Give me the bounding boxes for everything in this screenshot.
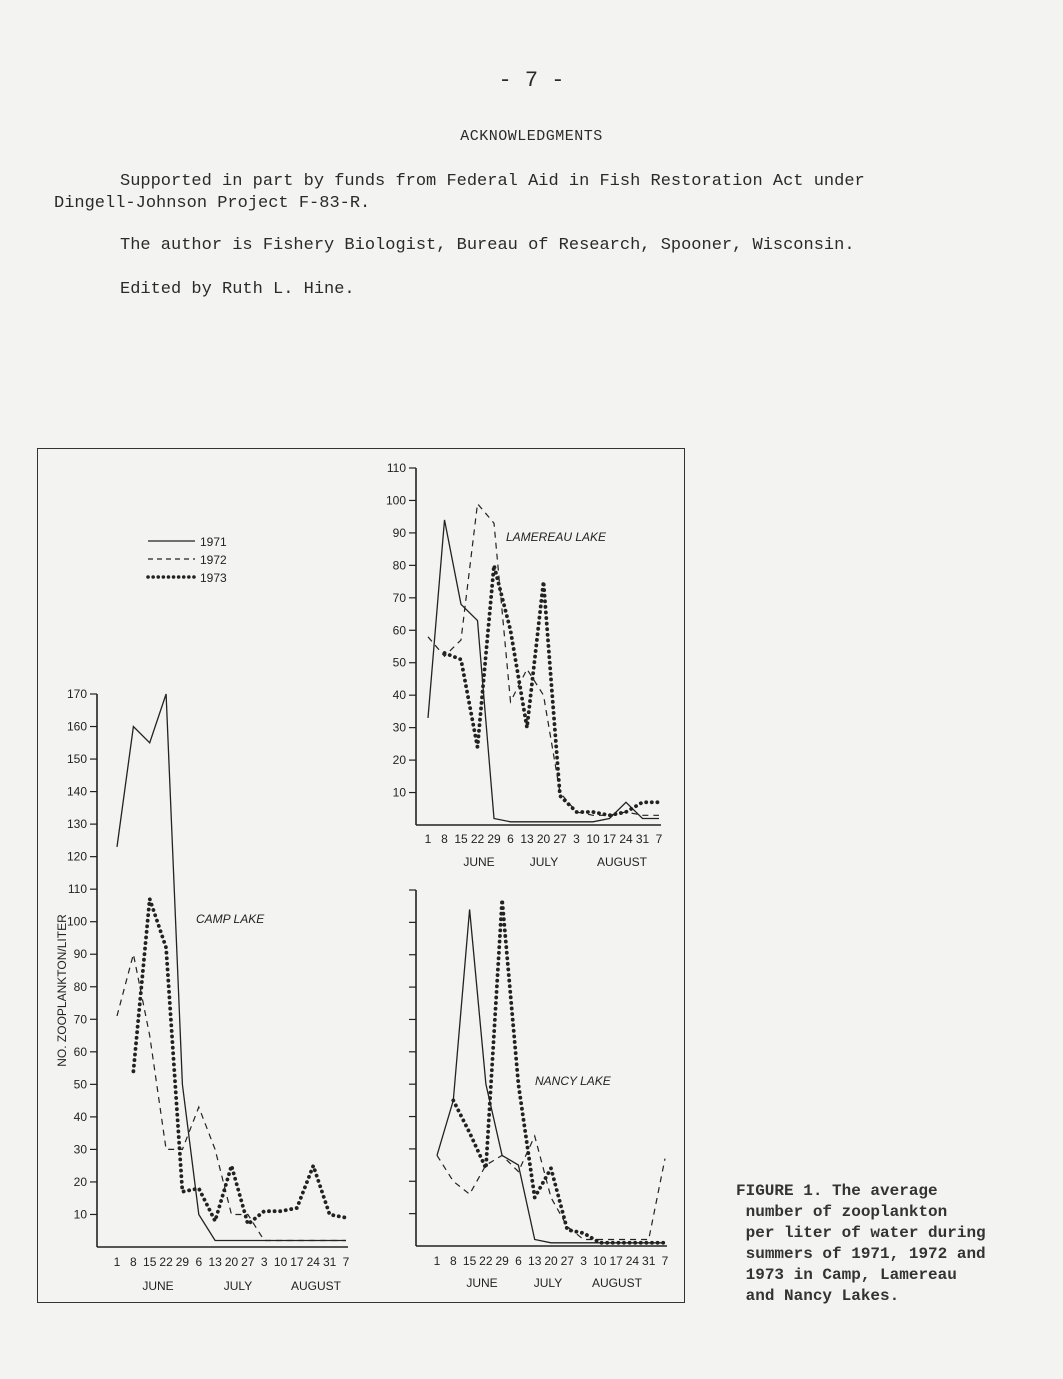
nancy-x-tick-label: 13 (528, 1254, 542, 1268)
lamereau-x-tick-label: 29 (487, 832, 501, 846)
camp-y-tick-label: 50 (73, 1077, 87, 1092)
lamereau-y-tick-label: 80 (392, 558, 406, 573)
lamereau-series-1972 (428, 504, 659, 816)
lamereau-x-tick-label: 3 (573, 832, 580, 846)
camp-month-label: JUNE (142, 1279, 174, 1293)
nancy-month-label: JUNE (466, 1276, 498, 1290)
camp-y-tick-label: 160 (66, 719, 87, 734)
camp-y-tick-label: 140 (66, 784, 87, 799)
lamereau-x-tick-label: 20 (536, 832, 551, 846)
figure-caption (736, 1181, 986, 1307)
camp-x-tick-label: 15 (143, 1255, 157, 1269)
nancy-x-tick-label: 20 (544, 1254, 558, 1268)
lamereau-y-tick-label: 10 (392, 785, 406, 800)
lamereau-y-tick-label: 40 (392, 688, 406, 703)
lamereau-x-tick-label: 1 (424, 832, 432, 846)
caption-line-1: FIGURE 1. The average (736, 1182, 938, 1200)
funding-line-1: Supported in part by funds from Federal Aid in Fish Restoration Act under (120, 172, 865, 191)
caption-line-2: number of zooplankton (745, 1203, 948, 1221)
nancy-x-tick-label: 7 (661, 1254, 669, 1268)
camp-lake-panel (55, 687, 350, 1293)
nancy-lake-panel (409, 890, 669, 1290)
lamereau-y-tick-label: 100 (385, 493, 406, 508)
caption-line-6: and Nancy Lakes. (745, 1287, 900, 1305)
nancy-x-tick-label: 10 (593, 1254, 607, 1268)
lamereau-y-tick-label: 30 (392, 720, 406, 735)
author-line: The author is Fishery Biologist, Bureau of Research, Spooner, Wisconsin. (120, 236, 855, 255)
camp-y-tick-label: 30 (73, 1142, 87, 1157)
camp-y-tick-label: 40 (73, 1109, 87, 1124)
lamereau-series-1973 (445, 565, 660, 815)
camp-x-tick-label: 3 (260, 1255, 268, 1269)
camp-x-tick-label: 17 (290, 1255, 304, 1269)
lamereau-x-tick-label: 17 (602, 832, 617, 846)
nancy-series-1972 (437, 1136, 665, 1240)
nancy-x-tick-label: 6 (515, 1254, 522, 1268)
camp-y-tick-label: 100 (66, 914, 87, 929)
camp-month-label: AUGUST (290, 1279, 342, 1293)
camp-x-tick-label: 7 (342, 1255, 350, 1269)
nancy-x-tick-label: 29 (495, 1254, 509, 1268)
lamereau-month-label: AUGUST (596, 855, 648, 869)
lamereau-y-tick-label: 60 (392, 623, 406, 638)
caption-line-3: per liter of water during (745, 1224, 986, 1242)
lamereau-y-tick-label: 90 (392, 525, 406, 540)
camp-x-tick-label: 13 (208, 1255, 222, 1269)
page-number: - 7 - (498, 68, 565, 93)
funding-line-2: Dingell-Johnson Project F-83-R. (54, 194, 371, 213)
lamereau-x-tick-label: 10 (586, 832, 600, 846)
legend-1971-label: 1971 (200, 535, 227, 549)
lamereau-month-label: JUNE (463, 855, 495, 869)
nancy-x-tick-label: 27 (560, 1254, 574, 1268)
camp-x-tick-label: 24 (306, 1255, 320, 1269)
nancy-x-tick-label: 22 (479, 1254, 493, 1268)
nancy-x-tick-label: 24 (625, 1254, 640, 1268)
camp-y-tick-label: 110 (67, 882, 87, 897)
legend (148, 535, 227, 585)
camp-y-tick-label: 80 (73, 979, 87, 994)
camp-y-tick-label: 130 (66, 817, 87, 832)
camp-y-tick-label: 10 (73, 1207, 87, 1222)
lamereau-x-tick-label: 27 (553, 832, 567, 846)
camp-y-tick-label: 60 (73, 1044, 87, 1059)
nancy-x-tick-label: 8 (449, 1254, 457, 1268)
lamereau-x-tick-label: 8 (441, 832, 448, 846)
camp-y-tick-label: 90 (73, 947, 87, 962)
lamereau-y-tick-label: 50 (392, 655, 406, 670)
lamereau-x-tick-label: 31 (635, 832, 650, 846)
nancy-month-label: AUGUST (591, 1276, 643, 1290)
lamereau-x-tick-label: 15 (454, 832, 468, 846)
nancy-lake-title: NANCY LAKE (535, 1074, 611, 1088)
lamereau-x-tick-label: 24 (619, 832, 633, 846)
camp-x-tick-label: 22 (159, 1255, 173, 1269)
lamereau-x-tick-label: 7 (655, 832, 663, 846)
nancy-x-tick-label: 15 (462, 1254, 477, 1268)
caption-line-5: 1973 in Camp, Lamereau (745, 1266, 957, 1284)
lamereau-y-tick-label: 110 (386, 461, 406, 475)
lamereau-month-label: JULY (529, 855, 559, 869)
camp-x-tick-label: 10 (273, 1255, 288, 1269)
camp-x-tick-label: 8 (130, 1255, 137, 1269)
nancy-x-tick-label: 3 (580, 1254, 587, 1268)
lamereau-x-tick-label: 6 (507, 832, 514, 846)
camp-x-tick-label: 20 (224, 1255, 239, 1269)
lamereau-lake-title: LAMEREAU LAKE (506, 530, 607, 544)
caption-line-4: summers of 1971, 1972 and (745, 1245, 986, 1263)
camp-lake-title: CAMP LAKE (196, 912, 265, 926)
lamereau-y-tick-label: 20 (392, 753, 406, 768)
camp-x-tick-label: 6 (195, 1255, 203, 1269)
camp-x-tick-label: 31 (322, 1255, 337, 1269)
camp-x-tick-label: 29 (175, 1255, 190, 1269)
camp-x-tick-label: 27 (241, 1255, 255, 1269)
lamereau-lake-panel (386, 461, 663, 869)
lamereau-x-tick-label: 22 (470, 832, 485, 846)
camp-y-tick-label: 150 (66, 752, 87, 767)
camp-y-tick-label: 20 (73, 1174, 87, 1189)
legend-1972-label: 1972 (200, 553, 227, 567)
acknowledgments-heading: ACKNOWLEDGMENTS (460, 128, 603, 145)
camp-series-1973 (133, 899, 346, 1224)
camp-y-axis-label: NO. ZOOPLANKTON/LITER (55, 914, 69, 1067)
lamereau-y-tick-label: 70 (392, 590, 406, 605)
camp-y-tick-label: 70 (73, 1012, 87, 1027)
camp-month-label: JULY (223, 1279, 253, 1293)
nancy-x-tick-label: 17 (609, 1254, 623, 1268)
camp-series-1971 (117, 694, 346, 1241)
nancy-x-tick-label: 1 (433, 1254, 441, 1268)
nancy-month-label: JULY (533, 1276, 563, 1290)
camp-y-tick-label: 120 (66, 849, 87, 864)
camp-y-tick-label: 170 (66, 687, 87, 701)
lamereau-x-tick-label: 13 (520, 832, 534, 846)
legend-1973-label: 1973 (200, 571, 227, 585)
camp-series-1972 (117, 954, 346, 1240)
nancy-x-tick-label: 31 (642, 1254, 656, 1268)
camp-x-tick-label: 1 (113, 1255, 121, 1269)
editor-line: Edited by Ruth L. Hine. (120, 280, 355, 299)
